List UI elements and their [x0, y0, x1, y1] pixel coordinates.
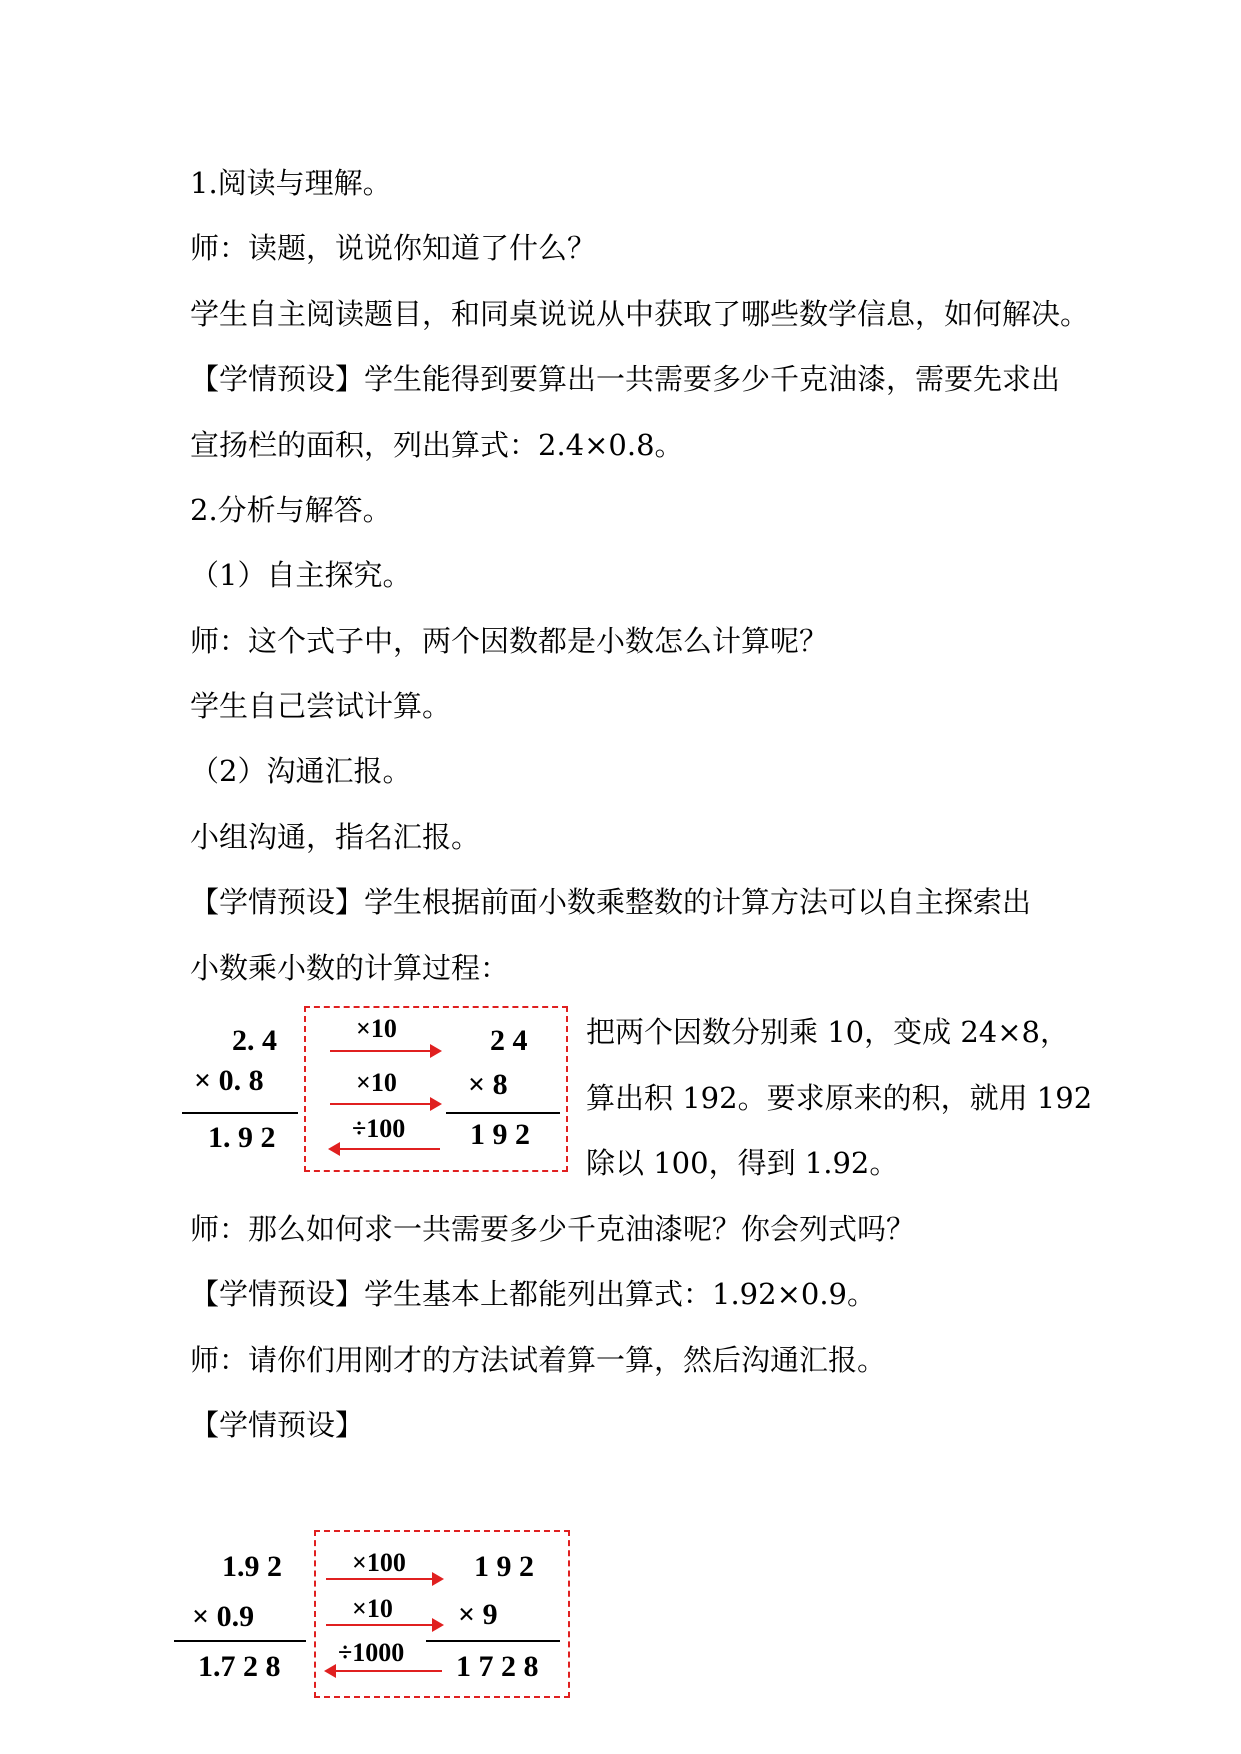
calc2-arrow-3	[326, 1664, 442, 1678]
calc2-left-top: 1.9 2	[222, 1550, 282, 1583]
calc2-right-mid: × 9	[458, 1598, 498, 1631]
calc2-left-rule	[174, 1640, 306, 1642]
text-line-1: 1.阅读与理解。	[190, 166, 392, 200]
text-line-14: 师：那么如何求一共需要多少千克油漆呢？你会列式吗？	[190, 1212, 916, 1246]
calc1-arrow-2	[330, 1097, 440, 1111]
calc2-left-result: 1.7 2 8	[198, 1650, 281, 1683]
calc2-op3-label: ÷1000	[338, 1638, 405, 1667]
side-text-2: 算出积 192。要求原来的积，就用 192	[586, 1081, 1093, 1115]
side-text-3: 除以 100，得到 1.92。	[586, 1146, 899, 1180]
calc2-op1-label: ×100	[352, 1548, 406, 1577]
calc2-left-mid: × 0.9	[192, 1600, 255, 1633]
calc2-op2-label: ×10	[352, 1594, 393, 1623]
text-line-11: 小组沟通，指名汇报。	[190, 820, 481, 854]
calc2-right-top: 1 9 2	[474, 1550, 534, 1583]
calc1-left-top: 2. 4	[232, 1024, 277, 1057]
side-text-1: 把两个因数分别乘 10，变成 24×8，	[586, 1015, 1069, 1049]
calc1-op2-label: ×10	[356, 1068, 397, 1097]
calc2-right-rule	[426, 1640, 560, 1642]
calc2-arrow-2	[326, 1618, 442, 1632]
text-line-8: 师：这个式子中，两个因数都是小数怎么计算呢？	[190, 624, 829, 658]
calc1-right-mid: × 8	[468, 1068, 508, 1101]
text-line-16: 师：请你们用刚才的方法试着算一算，然后沟通汇报。	[190, 1343, 887, 1377]
text-line-4: 【学情预设】学生能得到要算出一共需要多少千克油漆，需要先求出	[190, 362, 1061, 396]
calc1-op1-label: ×10	[356, 1014, 397, 1043]
text-line-9: 学生自己尝试计算。	[190, 689, 452, 723]
calc2-arrow-1	[326, 1572, 442, 1586]
calc1-right-top: 2 4	[490, 1024, 528, 1057]
calc1-left-mid: × 0. 8	[194, 1064, 264, 1097]
text-line-15: 【学情预设】学生基本上都能列出算式：1.92×0.9。	[190, 1277, 876, 1311]
calc1-left-result: 1. 9 2	[208, 1121, 276, 1154]
text-line-2: 师：读题，说说你知道了什么？	[190, 231, 597, 265]
text-line-12: 【学情预设】学生根据前面小数乘整数的计算方法可以自主探索出	[190, 885, 1032, 919]
text-line-17: 【学情预设】	[190, 1408, 365, 1442]
calc1-op3-label: ÷100	[352, 1114, 406, 1143]
text-line-6: 2.分析与解答。	[190, 493, 392, 527]
text-line-5: 宣扬栏的面积，列出算式：2.4×0.8。	[190, 428, 684, 462]
calc1-right-result: 1 9 2	[470, 1118, 530, 1151]
calc2-right-result: 1 7 2 8	[456, 1650, 539, 1683]
text-line-13: 小数乘小数的计算过程：	[190, 951, 510, 985]
calc1-right-rule	[446, 1112, 560, 1114]
calc1-arrow-3	[330, 1142, 440, 1156]
calc1-left-rule	[182, 1112, 298, 1114]
text-line-3: 学生自主阅读题目，和同桌说说从中获取了哪些数学信息，如何解决。	[190, 297, 1090, 331]
calc1-arrow-1	[330, 1044, 440, 1058]
text-line-10: （2）沟通汇报。	[190, 754, 412, 788]
text-line-7: （1）自主探究。	[190, 558, 412, 592]
